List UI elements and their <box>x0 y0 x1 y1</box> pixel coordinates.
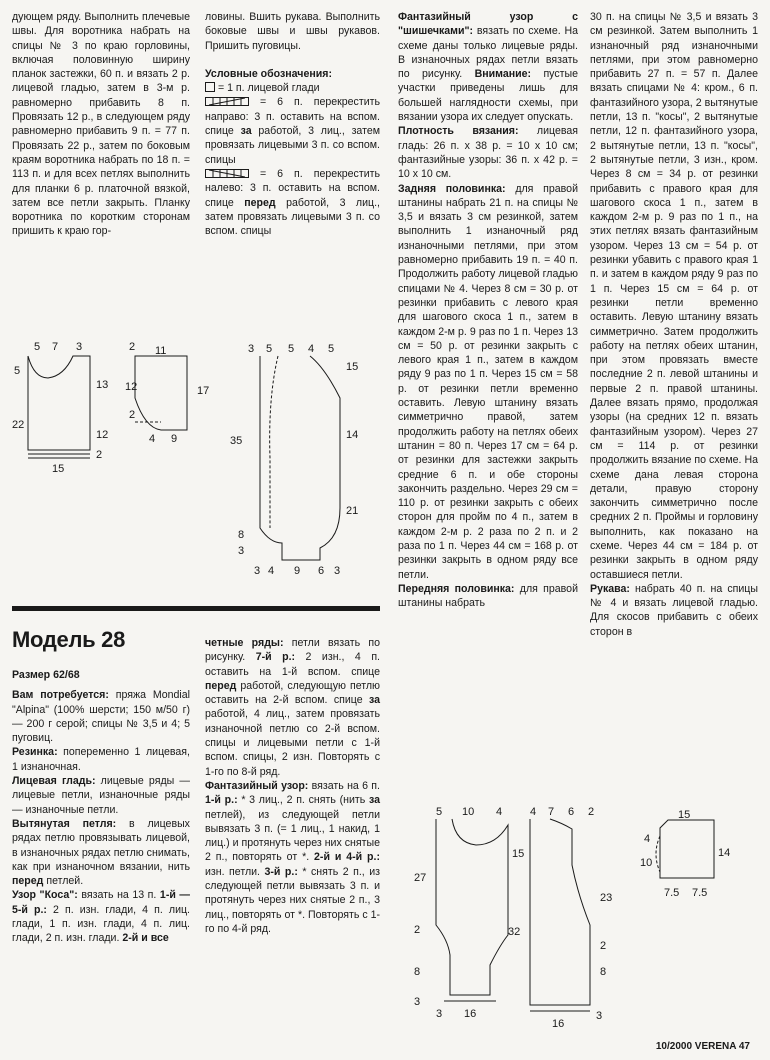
legend-item-3 <box>205 168 380 237</box>
body-dash <box>270 356 278 528</box>
row3-text: * снять 2 п., из следующей петли вывязать 3 п. и протянуть через них снятые 2 п., 3 лиц., повторять от *. Повторять с 1-го по 4-й ряд. <box>205 865 380 935</box>
rib-title: Резинка: <box>12 746 58 759</box>
elongated-loop-paragraph <box>12 817 190 888</box>
model-title: Модель 28 <box>12 627 126 652</box>
elongated-loop-text-b: перед <box>12 875 44 888</box>
legend-title: Условные обозначения: <box>205 67 332 80</box>
attention-label: Внимание: <box>474 68 532 81</box>
legend-item-2-c: работой, 3 лиц., затем провязать лицевыми 3 п. со вспом. спицы <box>205 125 380 166</box>
front-label-top-right-4: 2 <box>588 806 595 818</box>
small-sleeve-label-side-3: 14 <box>718 847 731 859</box>
sleeve-label-bottom-1: 4 <box>149 433 156 445</box>
stockinette-paragraph <box>12 774 190 817</box>
page-footer: 10/2000 VERENA 47 <box>655 1041 750 1052</box>
fancy-pattern-2-title: Фантазийный узор: <box>205 779 309 792</box>
col1-text: дующем ряду. Выполнить плечевые швы. Для воротника набрать на спицы № 3 по краю горловины, включая половинную ширину планок застежки, 60 п. и вязать 2 р. лицевой гладью, затем в 3-м р. равномерно прибавить 8 п. Провязать 12 р., в следующем ряду равномерно прибавить 9 п. = 77 п. Провязать 22 р., затем по боковым краям воротника набрать по 18 п. = 113 п. и для всех петлях выполнить для планки 6 р. платочной вязкой, затем все петли закрыть. Планку воротника по коротким сторонам пришить к краю гор- <box>12 11 190 238</box>
body-label-side-1: 15 <box>346 361 359 373</box>
front-label-side-1: 27 <box>414 872 427 884</box>
body-label-bottom-2: 4 <box>268 565 275 577</box>
legend-item-2 <box>205 96 380 165</box>
body-label-bottom-4: 6 <box>318 565 325 577</box>
braid-rows: 1-й — 5-й р.: <box>12 889 190 916</box>
stockinette-text: лицевые ряды — лицевые петли, изнаночные ряды — изнаночные петли. <box>12 775 190 816</box>
body-outline <box>260 356 340 560</box>
small-sleeve-label-bottom-1: 7.5 <box>664 887 680 899</box>
model-column-2 <box>205 636 380 936</box>
front-pieces-diagram <box>400 805 653 1035</box>
small-sleeve-label-top: 15 <box>678 809 691 821</box>
legend-item-3-a: = 6 п. перекрестить налево: 3 п. оставить на вспом. спице <box>205 167 380 209</box>
elongated-loop-text-a: в лицевых рядах петлю провязывать лицевой, в изнаночных рядах петлю снимать, как при изнаночном вязании, нить <box>12 817 190 873</box>
front-label-side-3: 32 <box>508 926 521 938</box>
rib-paragraph <box>12 745 190 774</box>
front-label-top-left-2: 10 <box>462 806 475 818</box>
row7-text-a: 2 изн., 4 п. оставить на 1-й вспом. спице <box>205 651 380 678</box>
needs-text: пряжа Mondial "Alpina" (100% шерсти; 150 м/50 г) — 200 г серой; спицы № 3,5 и 4; 5 пуговиц. <box>12 689 190 745</box>
row1-text-b: петлей), из следующей петли вывязать 3 п. (= 1 лиц., 1 накид, 1 лиц.) и протянуть через них снятые 2 п., повторять от *. <box>205 808 380 864</box>
row7-za: за <box>368 694 380 707</box>
back-piece-outline <box>28 356 90 450</box>
legend-item-2-a: = 6 п. перекрестить направо: 3 п. оставить на вспом. спице <box>205 96 380 138</box>
sleeve-label-side-1: 12 <box>125 381 138 393</box>
needs-paragraph <box>12 688 190 745</box>
front-label-top-left-1: 5 <box>436 806 443 818</box>
front-label-side-8: 2 <box>600 940 607 952</box>
back-label-top-2: 7 <box>52 341 59 353</box>
size-text: Размер 62/68 <box>12 669 80 681</box>
row7-perd: перед <box>205 679 237 692</box>
back-label-top-1: 5 <box>34 341 41 353</box>
density-text: лицевая гладь: 26 п. x 38 р. = 10 x 10 см; фантазийные узоры: 36 п. x 42 р. = 10 x 10 см. <box>398 125 578 181</box>
back-label-top-3: 3 <box>76 341 83 353</box>
front-label-side-5: 8 <box>414 966 421 978</box>
back-label-side-3: 22 <box>12 419 25 431</box>
back-label-side-2: 13 <box>96 379 109 391</box>
sleeve-label-top-1: 2 <box>129 341 136 353</box>
body-label-top-2: 5 <box>266 343 273 355</box>
sleeve-text: набрать 40 п. на спицы № 4 и вязать лицевой гладью. Для скосов прибавить с обеих сторон в <box>590 582 758 638</box>
small-sleeve-dash <box>656 836 660 872</box>
square-symbol-icon <box>205 82 215 92</box>
rib-text: попеременно 1 лицевая, 1 изнаночная. <box>12 746 190 773</box>
body-label-bottom-5: 3 <box>334 565 341 577</box>
row24-text: изн. петли. <box>205 865 265 878</box>
front-label-top-left-3: 4 <box>496 806 503 818</box>
sleeve-title: Рукава: <box>590 582 630 595</box>
section-divider <box>12 606 380 611</box>
body-label-side-5: 8 <box>238 529 245 541</box>
even-rows-label: четные ряды: <box>205 637 284 649</box>
front-label-bottom-4: 3 <box>596 1010 603 1022</box>
braid-text-a: вязать на 13 п. <box>77 889 160 902</box>
body-label-side-2: 14 <box>346 429 359 441</box>
text-column-4 <box>590 10 758 639</box>
fancy-pattern-paragraph <box>398 10 578 124</box>
legend-item-3-c: работой, 3 лиц., затем провязать лицевыми 3 п. со вспом. спицы <box>205 196 380 238</box>
legend-item-2-b: за <box>240 125 252 138</box>
back-label-side-1: 5 <box>14 365 21 377</box>
row3-label: 3-й р.: <box>264 865 298 878</box>
back-piece-diagram <box>8 338 108 480</box>
body-label-top-5: 5 <box>328 343 335 355</box>
cross-left-symbol-icon <box>205 169 249 178</box>
front-label-side-7: 8 <box>600 966 607 978</box>
row7-text-c: работой, 4 лиц., затем провязать изнаночной петлю со 2-й вспом. спицы и лицевыми петли с 1-й вспом. спицы, 2 изн. Повторять с 1-го по 8-й ряд. <box>205 708 380 778</box>
sleeve-label-side-2: 17 <box>197 385 210 397</box>
front-text: для правой штанины набрать <box>398 582 578 610</box>
back-title: Задняя половинка: <box>398 182 506 195</box>
fancy-pattern-text: вязать по схеме. На схеме даны только лицевые ряды. В изнаночных рядах петли вязать по рисунку. <box>398 25 578 81</box>
density-paragraph <box>398 124 578 181</box>
front-label-top-right-3: 6 <box>568 806 575 818</box>
front-label-top-right-2: 7 <box>548 806 555 818</box>
sleeve-outline <box>135 356 187 430</box>
col2-text: ловины. Вшить рукава. Выполнить боковые швы и швы рукавов. Пришить пуговицы. <box>205 11 380 52</box>
attention-text: пустые участки приведены лишь для большей наглядности схемы, при вязании узора их следует опускать. <box>398 68 579 124</box>
even-rows-text: петли вязать по рисунку. <box>205 637 380 664</box>
front-paragraph <box>398 582 578 611</box>
front-label-side-6: 23 <box>600 892 613 904</box>
elongated-loop-text-c: петлей. <box>43 875 84 888</box>
braid-text-b: 2 п. изн. глади, 4 п. лиц. глади, 1 п. изн. глади, 4 п. лиц. глади, 2 п. изн. глади. <box>12 903 190 945</box>
row7-text-b: работой, следующую петлю оставить на 2-й вспом. спице <box>205 679 380 707</box>
cross-right-symbol-icon <box>205 97 249 106</box>
row1-za: за <box>368 794 380 807</box>
elongated-loop-title: Вытянутая петля: <box>12 817 117 830</box>
braid-paragraph <box>12 888 190 945</box>
small-sleeve-label-side-2: 10 <box>640 857 653 869</box>
body-diagram <box>220 338 370 588</box>
back-paragraph <box>398 182 578 582</box>
row7-label: 7-й р.: <box>255 651 296 664</box>
front-piece-2-outline <box>530 819 590 1005</box>
model-column-1 <box>12 668 190 946</box>
back-label-side-4: 12 <box>96 429 109 441</box>
front-label-side-4: 2 <box>414 924 421 936</box>
body-label-bottom-3: 9 <box>294 565 301 577</box>
sleeve-diagram <box>125 338 225 448</box>
body-label-top-3: 5 <box>288 343 295 355</box>
front-label-side-2: 15 <box>512 848 525 860</box>
small-sleeve-label-bottom-2: 7.5 <box>692 887 708 899</box>
braid-title: Узор "Коса": <box>12 889 78 902</box>
text-column-1 <box>12 10 190 239</box>
front-label-bottom-3: 16 <box>552 1018 565 1030</box>
stockinette-title: Лицевая гладь: <box>12 775 96 788</box>
size-line <box>12 668 190 682</box>
body-label-side-3: 21 <box>346 505 359 517</box>
back-label-bottom: 15 <box>52 463 65 475</box>
legend-item-1: = 1 п. лицевой глади <box>217 82 320 95</box>
small-sleeve-outline <box>660 820 714 878</box>
small-sleeve-label-side-1: 4 <box>644 833 651 845</box>
front-title: Передняя половинка: <box>398 582 515 595</box>
text-column-2 <box>205 10 380 238</box>
front-label-top-right-1: 4 <box>530 806 537 818</box>
sleeve-label-top-2: 11 <box>155 345 167 357</box>
braid-even: 2-й и все <box>122 932 169 945</box>
row24-label: 2-й и 4-й р.: <box>314 851 380 864</box>
sleeve-label-bottom-2: 9 <box>171 433 178 445</box>
fancy-pattern-2-paragraph <box>205 779 380 936</box>
legend-item-3-b: перед <box>244 196 276 209</box>
back-label-side-5: 2 <box>96 449 103 461</box>
row1-label: 1-й р.: <box>205 794 238 807</box>
body-label-top-1: 3 <box>248 343 255 355</box>
front-label-bottom-1: 3 <box>436 1008 443 1020</box>
fancy-pattern-2-text: вязать на 6 п. <box>308 779 380 792</box>
small-sleeve-diagram <box>638 808 738 908</box>
body-label-bottom-1: 3 <box>254 565 261 577</box>
sleeve-paragraph <box>590 582 758 639</box>
sleeve-label-side-3: 2 <box>129 409 136 421</box>
needs-title: Вам потребуется: <box>12 689 109 702</box>
body-label-top-4: 4 <box>308 343 315 355</box>
front-label-bottom-2: 16 <box>464 1008 477 1020</box>
density-title: Плотность вязания: <box>398 125 519 138</box>
back-text: для правой штанины набрать 21 п. на спицы № 3,5 и вязать 3 см резинкой, затем выполнить 1 изнаночный ряд изнаночными петлями, при этом равномерно прибавить 19 п. = 40 п. Продолжить работу лицевой гладью спицами № 4. Через 8 см = 30 р. от резинки прибавить с левого края для шагового скоса 1 п., затем в каждом 2-м р. 9 раз по 1 п. Через 13 см = 50 р. от резинки закрыть с левого края 1 п., затем в каждом ряду 9 раз по 1 п. Через 15 см = 58 р. от резинки петли временно оставить. Левую штанину вязать симметрично правой, затем продолжить работу на петлях обеих штанин = 80 п. Через 17 см = 64 р. от резинки для застежки закрыть средние 6 п. и обе стороны закончить раздельно. Через 29 см = 110 р. от резинки закрыть с обеих сторон для пройм по 4 п., затем в каждом 2-м р. 2 раза по 2 п. и 2 раза по 1 п. Через 44 см = 168 р. от резинки закрыть в одном ряду все петли. <box>398 182 578 581</box>
fancy-pattern-title: Фантазийный узор с "шишечками": <box>398 11 578 38</box>
body-label-side-4: 35 <box>230 435 243 447</box>
front-piece-1-outline <box>436 819 508 995</box>
col4-text: 30 п. на спицы № 3,5 и вязать 3 см резинкой. Затем выполнить 1 изнаночный ряд изнаночными петлями, при этом равномерно прибавить 27 п. = 57 п. Далее вязать спицами № 4: кром., 6 п. фантазийного узора, 2 вытянутые петли, 13 п. "косы", 2 вытянутые петли, 12 п. фантазийного узора, 2 вытянутые петли, 13 п. "косы", 2 вытянутые петли, 3 изн., кром. Через 8 см = 34 р. от резинки прибавить с правого края для шагового скоса 1 п., затем в каждом 2-м р. 9 раз по 1 п., на этих петлях вязать фантазийным узором. Через 13 см = 54 р. от резинки убавить с правого края 1 п. и затем в каждом ряду 9 раз по 1 п. Через 15 см = 64 р. от резинки петли временно оставить. Левую штанину вязать симметрично. Затем продолжить работу на петлях обеих штанин, при этом провязать вместе последние 2 п. левой штанины и первые 2 п. правой штанины. Далее вязать прямо, продолжая узоры (на средних 12 п. вязать фантазийным узором). Через 27 см = 114 р. от резинки продолжить вязание по схеме. На схеме дана левая сторона детали, правую сторону закончить симметрично после средних 2 п. Проймы и горловину выполнить, как показано на схеме. Через 44 см = 184 р. от резинки закрыть в одном ряду оставшиеся петли. <box>590 11 758 581</box>
braid-continued-paragraph <box>205 636 380 779</box>
legend <box>205 67 380 239</box>
body-label-side-6: 3 <box>238 545 245 557</box>
row1-text-a: * 3 лиц., 2 п. снять (нить <box>237 794 369 807</box>
front-label-side-9: 3 <box>414 996 421 1008</box>
text-column-3 <box>398 10 578 610</box>
